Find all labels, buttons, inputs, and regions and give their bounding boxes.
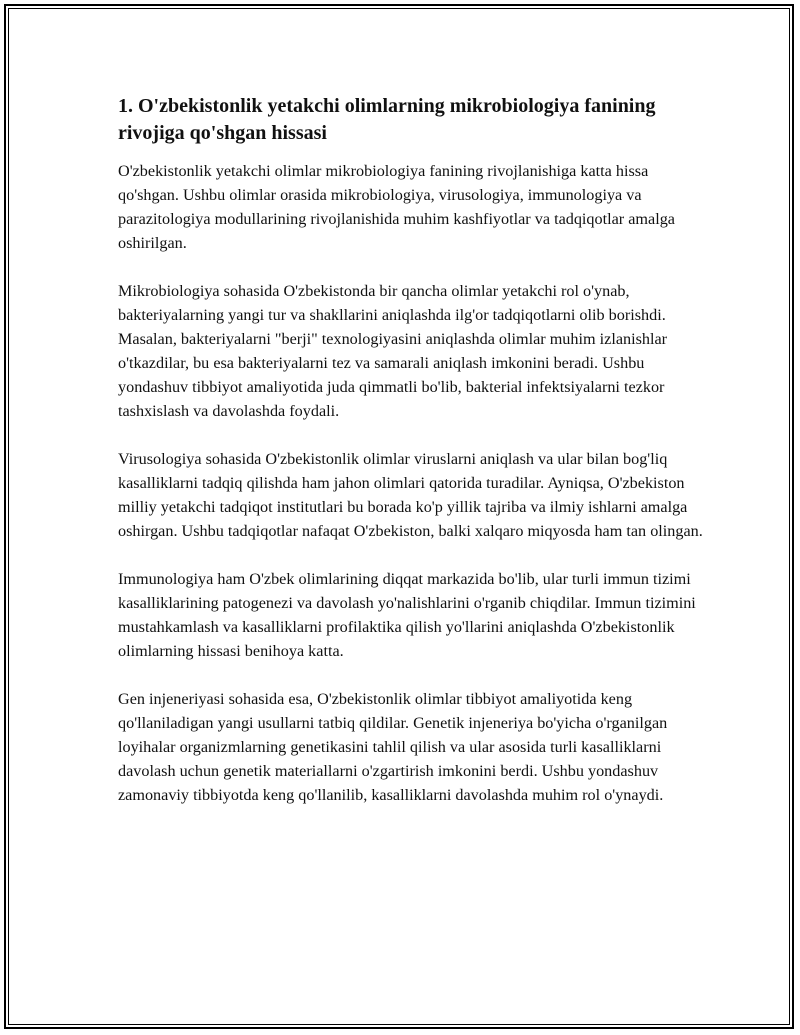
paragraph-genetic-engineering: Gen injeneriyasi sohasida esa, O'zbekistonlik olimlar tibbiyot amaliyotida keng qo'llaniladigan yangi usullarni tatbiq qildilar. Genetik injeneriya bo'yicha o'rganilgan loyihalar organizmlarning genetikasini tahlil qilish va ular asosida turli kasalliklarni davolash uchun genetik materiallarni o'zgartirish imkonini berdi. Ushbu yondashuv zamonaviy tibbiyotda keng qo'llanilib, kasalliklarni davolashda muhim rol o'ynaydi. — [118, 690, 668, 804]
paragraph-microbiology: Mikrobiologiya sohasida O'zbekistonda bir qancha olimlar yetakchi rol o'ynab, bakteriyalarning yangi tur va shakllarini aniqlashda ilg'or tadqiqotlarni olib borishdi. Masalan, bakteriyalarni "berji" texnologiyasini aniqlashda olimlar muhim izlanishlar o'tkazdilar, bu esa bakteriyalarni tez va samarali aniqlash imkonini beradi. Ushbu yondashuv tibbiyot amaliyotida juda qimmatli bo'lib, bakterial infektsiyalarni tezkor tashxislash va davolashda foydali. — [118, 282, 668, 420]
paragraph-intro: O'zbekistonlik yetakchi olimlar mikrobiologiya fanining rivojlanishiga katta hissa qo'shgan. Ushbu olimlar orasida mikrobiologiya, virusologiya, immunologiya va parazitologiya modullarining rivojlanishida muhim kashfiyotlar va tadqiqotlar amalga oshirilgan. — [118, 162, 675, 252]
document-body — [118, 93, 703, 831]
paragraph-immunology: Immunologiya ham O'zbek olimlarining diqqat markazida bo'lib, ular turli immun tizimi kasalliklarining patogenezi va davolash yo'nalishlarini o'rganib chiqdilar. Immun tizimini mustahkamlash va kasalliklarni profilaktika qilish yo'llarini aniqlashda O'zbekistonlik olimlarning hissasi benihoya katta. — [118, 570, 696, 660]
paragraph-virology: Virusologiya sohasida O'zbekistonlik olimlar viruslarni aniqlash va ular bilan bog'liq kasalliklarni tadqiq qilishda ham jahon olimlari qatorida turadilar. Ayniqsa, O'zbekiston milliy yetakchi tadqiqot institutlari bu borada ko'p yillik tajriba va ilmiy ishlarni amalga oshirgan. Ushbu tadqiqotlar nafaqat O'zbekiston, balki xalqaro miqyosda ham tan olingan. — [118, 450, 703, 540]
section-heading: 1. O'zbekistonlik yetakchi olimlarning mikrobiologiya fanining rivojiga qo'shgan hissasi — [118, 95, 656, 144]
